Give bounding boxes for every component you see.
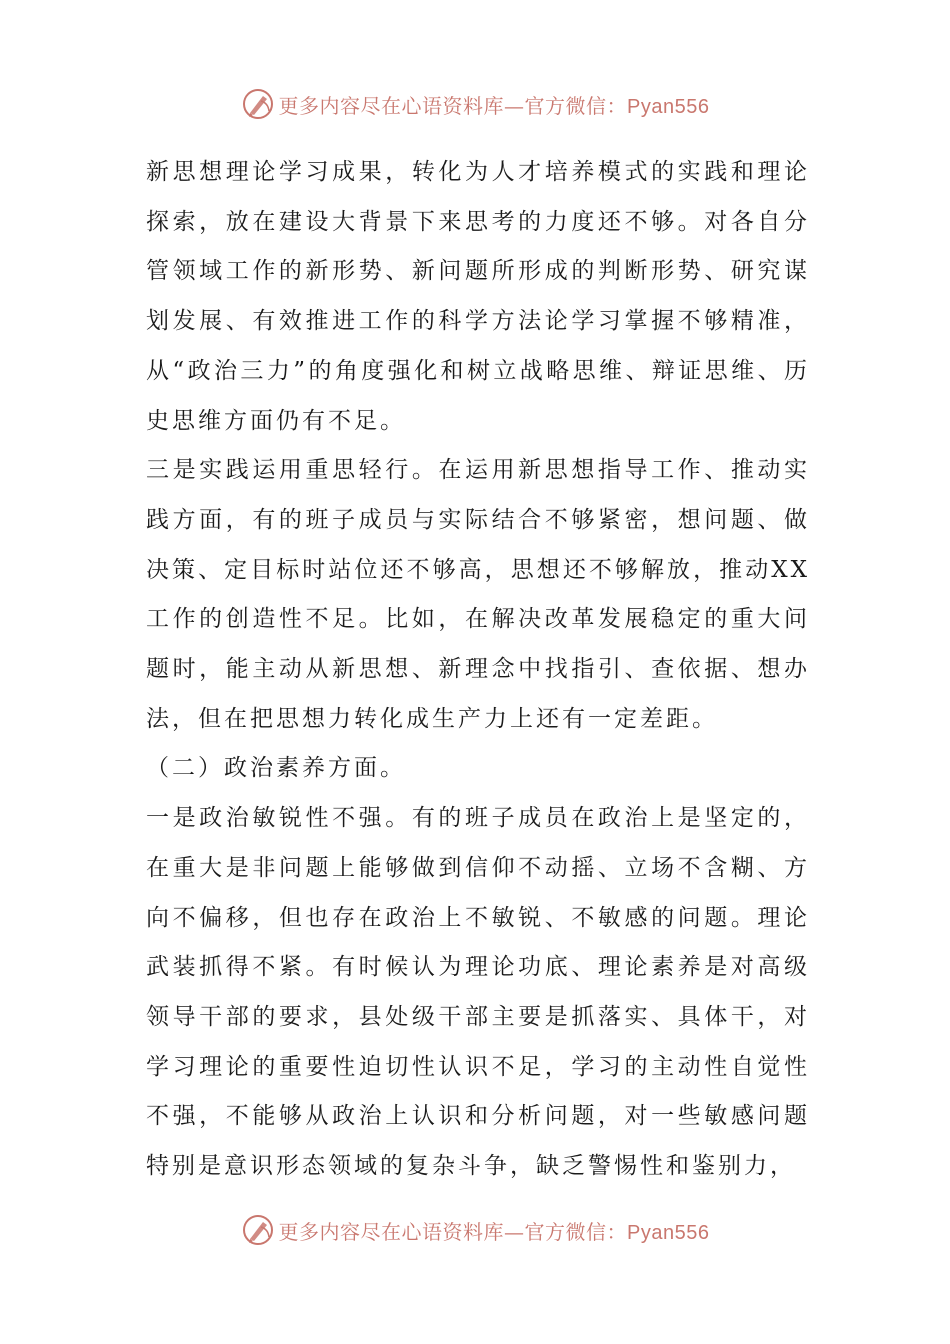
pen-logo-icon — [241, 87, 275, 121]
paragraph: 新思想理论学习成果，转化为人才培养模式的实践和理论探索，放在建设大背景下来思考的力度还不够。对各自分管领域工作的新形势、新问题所形成的判断形势、研究谋划发展、有效推进工作的科学方法论学习掌握不够精准，从“政治三力”的角度强化和树立战略思维、辩证思维、历史思维方面仍有不足。 — [146, 159, 810, 434]
watermark-text: 更多内容尽在心语资料库—官方微信：Pyan556 — [278, 1219, 710, 1244]
paragraph: 三是实践运用重思轻行。在运用新思想指导工作、推动实践方面，有的班子成员与实际结合不够紧密，想问题、做决策、定目标时站位还不够高，思想还不够解放，推动XX工作的创造性不足。比如，在解决改革发展稳定的重大问题时，能主动从新思想、新理念中找指引、查依据、想办法，但在把思想力转化成生产力上还有一定差距。 — [146, 457, 810, 732]
watermark-text: 更多内容尽在心语资料库—官方微信：Pyan556 — [278, 93, 710, 118]
paragraph: 一是政治敏锐性不强。有的班子成员在政治上是坚定的，在重大是非问题上能够做到信仰不动摇、立场不含糊、方向不偏移，但也存在政治上不敏锐、不敏感的问题。理论武装抓得不紧。有时候认为理论功底、理论素养是对高级领导干部的要求，县处级干部主要是抓落实、具体干，对学习理论的重要性迫切性认识不足，学习的主动性自觉性不强，不能够从政治上认识和分析问题，对一些敏感问题特别是意识形态领域的复杂斗争，缺乏警惕性和鉴别力， — [146, 805, 810, 1180]
footer-watermark — [0, 1210, 950, 1250]
document-body — [146, 148, 810, 1192]
pen-logo-icon — [241, 1213, 275, 1247]
section-heading: （二）政治素养方面。 — [146, 755, 406, 782]
header-watermark — [0, 84, 950, 124]
